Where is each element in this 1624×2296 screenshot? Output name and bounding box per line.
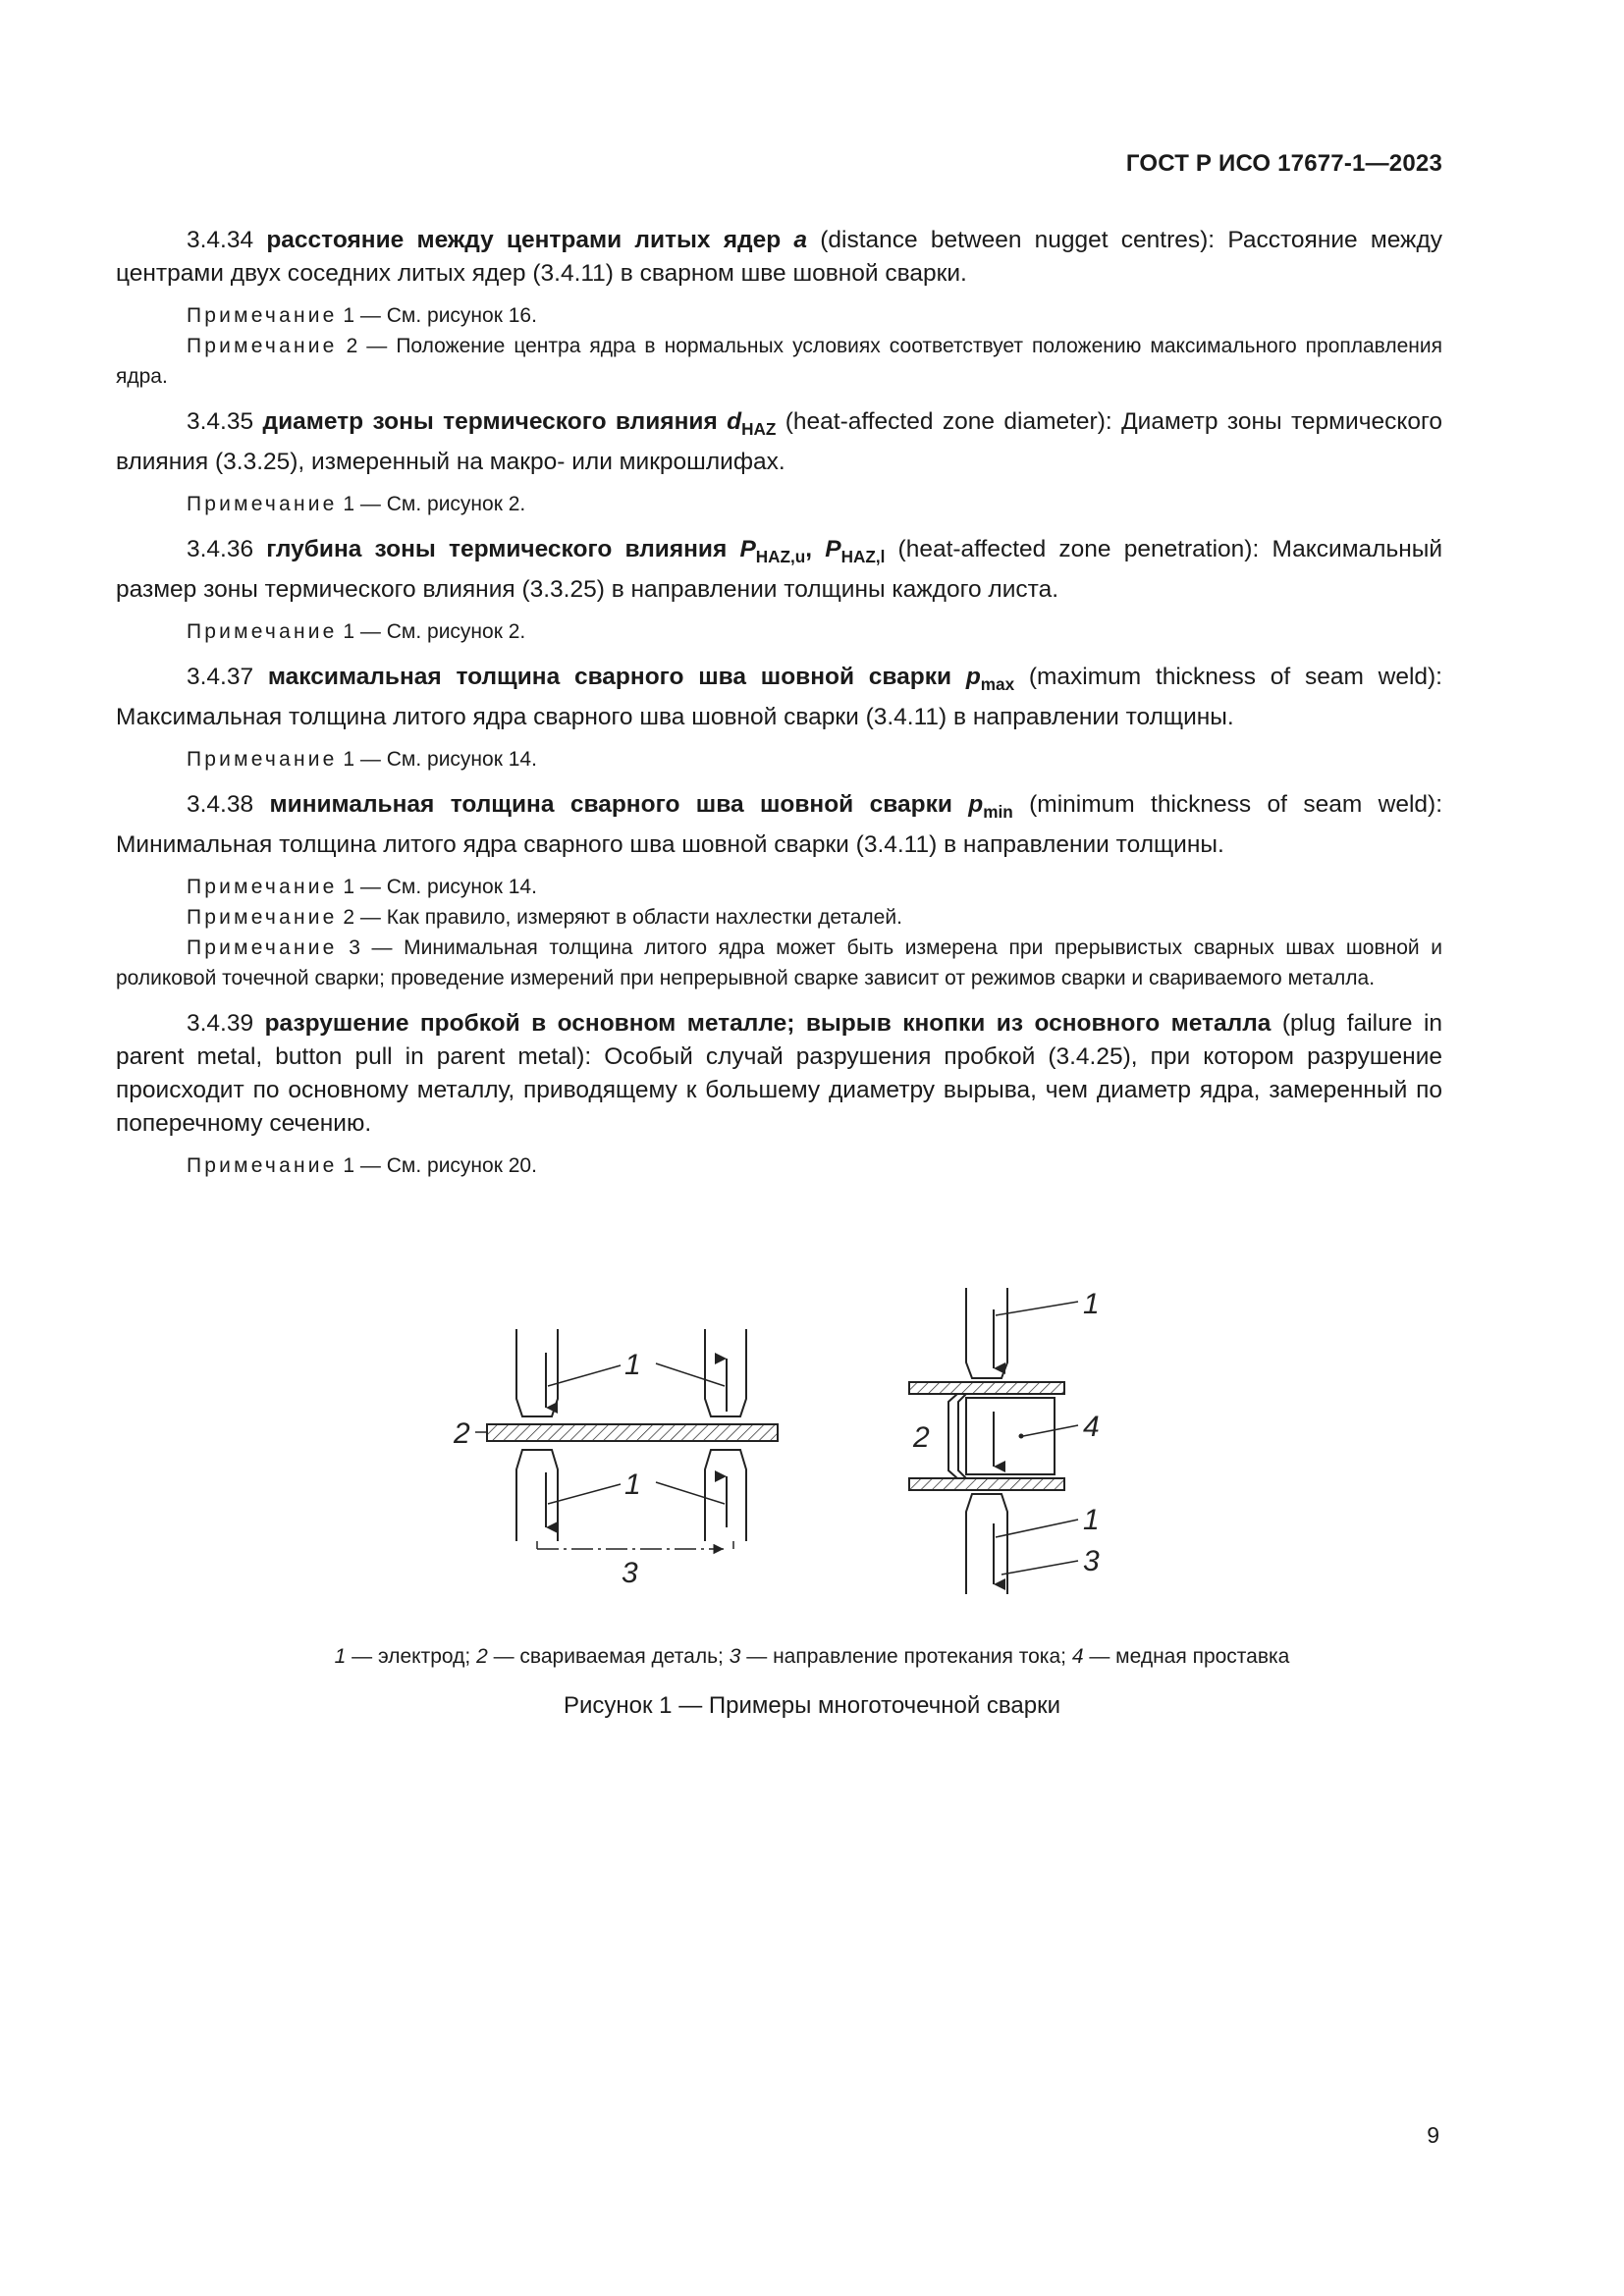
term-english: (heat-affected zone penetration): <box>897 536 1260 562</box>
electrode-left-lower <box>516 1450 558 1541</box>
legend-text: — свариваемая деталь; <box>493 1645 724 1668</box>
workpiece-bent-profile <box>948 1394 957 1478</box>
term-3-4-37 <box>116 661 1442 734</box>
term-number: 3.4.39 <box>187 1010 254 1037</box>
term-number: 3.4.34 <box>187 227 254 253</box>
term-title: глубина зоны термического влияния <box>266 536 728 562</box>
note-word: Примечание <box>187 906 338 929</box>
note-text: 1 — См. рисунок 16. <box>343 304 537 327</box>
figure-legend <box>0 1645 1624 1669</box>
term-number: 3.4.35 <box>187 408 254 435</box>
term-number: 3.4.38 <box>187 791 254 818</box>
note <box>116 300 1442 331</box>
workpiece-strip <box>487 1424 778 1441</box>
note <box>116 872 1442 902</box>
legend-text: — электрод; <box>352 1645 471 1668</box>
term-symbol: p <box>965 664 981 690</box>
term-english: (plug failure in parent metal, button pull in parent metal): <box>116 1010 1443 1070</box>
term-symbol-second: P <box>825 536 841 562</box>
term-symbol: P <box>739 536 756 562</box>
term-3-4-38 <box>116 788 1442 862</box>
term-title: минимальная толщина сварного шва шовной сварки <box>269 791 952 818</box>
term-notes <box>116 616 1442 647</box>
term-definition: Максимальная толщина литого ядра сварного шва шовной сварки (3.4.11) в направлении толщины. <box>116 704 1234 730</box>
term-symbol: p <box>968 791 984 818</box>
copper-spacer <box>966 1398 1055 1474</box>
label-workpiece: 2 <box>913 1421 930 1454</box>
term-title: диаметр зоны термического влияния <box>262 408 718 435</box>
note <box>116 331 1442 392</box>
legend-text: — медная проставка <box>1089 1645 1290 1668</box>
note-word: Примечание <box>187 493 338 515</box>
term-english: (heat-affected zone diameter): <box>785 408 1112 435</box>
term-symbol-subscript: HAZ,u <box>755 547 806 566</box>
term-3-4-34 <box>116 224 1442 291</box>
term-definition: Максимальный размер зоны термического влияния (3.3.25) в направлении толщины каждого листа. <box>116 536 1443 603</box>
electrode-left-upper <box>516 1329 558 1416</box>
term-english: (distance between nugget centres): <box>820 227 1216 253</box>
term-number: 3.4.37 <box>187 664 254 690</box>
legend-num: 2 <box>476 1645 488 1668</box>
note-text: 1 — См. рисунок 14. <box>343 748 537 771</box>
note-text: 1 — См. рисунок 2. <box>343 493 526 515</box>
term-notes <box>116 1150 1442 1181</box>
term-definition: Особый случай разрушения пробкой (3.4.25), при котором разрушение происходит по основному металлу, приводящему к большему диаметру вырыва, чем диаметр ядра, замеренный по поперечному сечению. <box>116 1043 1442 1137</box>
term-title: расстояние между центрами литых ядер <box>266 227 782 253</box>
note-text: 1 — См. рисунок 20. <box>343 1154 537 1177</box>
note <box>116 1150 1442 1181</box>
label-electrode-bottom: 1 <box>1083 1504 1100 1536</box>
note-word: Примечание <box>187 620 338 643</box>
legend-num: 1 <box>334 1645 347 1668</box>
term-3-4-39 <box>116 1007 1442 1141</box>
label-current: 3 <box>1083 1545 1100 1577</box>
note <box>116 744 1442 774</box>
workpiece-upper-sheet <box>909 1382 1064 1394</box>
label-current: 3 <box>622 1557 638 1589</box>
label-electrode-bottom: 1 <box>624 1468 641 1501</box>
term-notes <box>116 300 1442 392</box>
term-symbol-subscript: HAZ <box>741 419 777 439</box>
term-english: (minimum thickness of seam weld): <box>1029 791 1442 818</box>
label-electrode-top: 1 <box>1083 1288 1100 1320</box>
figure-multi-spot-welding <box>0 1247 1624 1620</box>
term-symbol: d <box>727 408 742 435</box>
term-notes <box>116 489 1442 519</box>
label-electrode-top: 1 <box>624 1349 641 1381</box>
note-word: Примечание <box>187 335 338 357</box>
term-definition: Расстояние между центрами двух соседних литых ядер (3.4.11) в сварном шве шовной сварки. <box>116 227 1442 287</box>
figure-caption: Рисунок 1 — Примеры многоточечной сварки <box>564 1692 1060 1719</box>
term-number: 3.4.36 <box>187 536 254 562</box>
note-text: 3 — Минимальная толщина литого ядра может быть измерена при прерывистых сварных швах шовной и роликовой точечной сварки; проведение измерений при непрерывной сварке зависит от режимов сварки и свариваемого металла. <box>116 936 1442 989</box>
term-definition: Диаметр зоны термического влияния (3.3.25), измеренный на макро- или микрошлифах. <box>116 408 1442 475</box>
note-word: Примечание <box>187 936 338 959</box>
term-3-4-35 <box>116 405 1442 479</box>
legend-num: 4 <box>1071 1645 1084 1668</box>
note-text: 2 — Положение центра ядра в нормальных условиях соответствует положению максимального проплавления ядра. <box>116 335 1442 388</box>
term-title: максимальная толщина сварного шва шовной сварки <box>267 664 952 690</box>
term-notes <box>116 744 1442 774</box>
workpiece-lower-sheet <box>909 1478 1064 1490</box>
note-word: Примечание <box>187 304 338 327</box>
note <box>116 933 1442 993</box>
note <box>116 616 1442 647</box>
note-word: Примечание <box>187 1154 338 1177</box>
term-symbol-subscript: max <box>980 674 1015 694</box>
electrode-lower <box>966 1494 1007 1594</box>
document-code-header: ГОСТ Р ИСО 17677-1—2023 <box>1125 150 1442 177</box>
term-symbol-second-subscript: HAZ,l <box>840 547 886 566</box>
term-title: разрушение пробкой в основном металле; вырыв кнопки из основного металла <box>264 1010 1272 1037</box>
term-notes <box>116 872 1442 993</box>
label-spacer: 4 <box>1083 1411 1100 1443</box>
label-workpiece: 2 <box>454 1417 470 1450</box>
note <box>116 489 1442 519</box>
note-text: 1 — См. рисунок 14. <box>343 876 537 898</box>
note-text: 1 — См. рисунок 2. <box>343 620 526 643</box>
page-number: 9 <box>1427 2122 1439 2148</box>
term-definition: Минимальная толщина литого ядра сварного шва шовной сварки (3.4.11) в направлении толщины. <box>116 831 1224 858</box>
note-word: Примечание <box>187 876 338 898</box>
term-symbol: a <box>793 227 808 253</box>
right-diagram <box>909 1288 1078 1594</box>
term-symbol-subscript: min <box>983 802 1013 822</box>
legend-num: 3 <box>729 1645 741 1668</box>
terms-body <box>116 224 1442 1195</box>
term-english: (maximum thickness of seam weld): <box>1028 664 1442 690</box>
note-text: 2 — Как правило, измеряют в области нахлестки деталей. <box>343 906 902 929</box>
note-word: Примечание <box>187 748 338 771</box>
term-symbol-separator: , <box>805 536 813 562</box>
electrode-upper <box>966 1288 1007 1378</box>
note <box>116 902 1442 933</box>
legend-text: — направление протекания тока; <box>746 1645 1066 1668</box>
term-3-4-36 <box>116 533 1442 607</box>
